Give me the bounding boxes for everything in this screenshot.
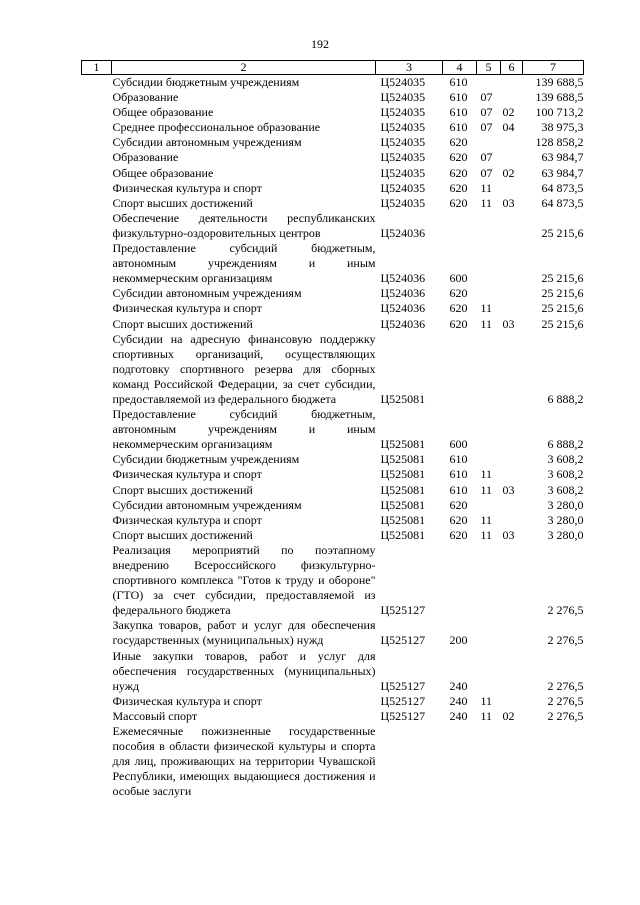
- row-subsection: 04: [502, 120, 515, 135]
- table-row: [82, 467, 584, 482]
- table-row: [82, 618, 584, 648]
- row-name: Среднее профессиональное образование: [112, 120, 321, 135]
- row-name: Спорт высших достижений: [112, 195, 253, 210]
- table-row: [82, 196, 584, 211]
- row-section: 11: [480, 693, 493, 708]
- table-row: [82, 694, 584, 709]
- table-body: [82, 75, 584, 800]
- row-number-cell: [82, 90, 112, 105]
- row-name: Закупка товаров, работ и услуг для обеспечения государственных (муниципальных) нужд: [112, 618, 376, 648]
- row-name: Субсидии бюджетным учреждениям: [112, 452, 300, 467]
- row-number-cell: [82, 286, 112, 301]
- row-amount: 64 873,5: [541, 180, 584, 195]
- row-number-cell: [82, 709, 112, 724]
- row-number-cell: [82, 120, 112, 135]
- table-row: [82, 211, 584, 241]
- row-target-code: Ц525127: [380, 693, 426, 708]
- table-row: [82, 286, 584, 301]
- row-target-code: Ц524035: [380, 135, 426, 150]
- row-expense-type: 610: [449, 120, 468, 135]
- table-row: [82, 543, 584, 618]
- table-row: [82, 407, 584, 452]
- row-number-cell: [82, 241, 112, 286]
- table-row: [82, 513, 584, 528]
- row-subsection: 03: [502, 527, 515, 542]
- row-number-cell: [82, 211, 112, 241]
- row-subsection: [501, 332, 523, 407]
- row-expense-type: [443, 724, 477, 799]
- row-number-cell: [82, 407, 112, 452]
- row-amount: 3 608,2: [547, 482, 584, 497]
- row-name: Иные закупки товаров, работ и услуг для обеспечения государственных (муниципальных) нужд: [112, 648, 376, 693]
- row-section: 07: [480, 150, 493, 165]
- row-expense-type: 610: [449, 75, 468, 89]
- row-expense-type: 620: [449, 316, 468, 331]
- row-number-cell: [82, 543, 112, 618]
- row-section: 07: [480, 165, 493, 180]
- row-subsection: [501, 211, 523, 241]
- row-amount: 25 215,6: [541, 286, 584, 301]
- row-target-code: Ц524035: [380, 120, 426, 135]
- row-target-code: Ц525081: [380, 527, 426, 542]
- row-name: Реализация мероприятий по поэтапному внедрению Всероссийского физкультурно-спортивного комплекса "Готов к труду и обороне" (ГТО) за счет субсидии, предоставляемой из федерального бюджета: [112, 542, 376, 618]
- row-name: Общее образование: [112, 165, 214, 180]
- column-header: 2: [112, 61, 376, 75]
- row-target-code: Ц524035: [380, 105, 426, 120]
- row-subsection: 02: [502, 165, 515, 180]
- row-number-cell: [82, 513, 112, 528]
- row-subsection: [501, 90, 523, 105]
- row-number-cell: [82, 135, 112, 150]
- table-row: [82, 120, 584, 135]
- table-row: [82, 75, 584, 91]
- row-target-code: Ц524035: [380, 195, 426, 210]
- row-number-cell: [82, 181, 112, 196]
- row-amount: 3 608,2: [547, 467, 584, 482]
- row-expense-type: 620: [449, 497, 468, 512]
- row-expense-type: 620: [449, 286, 468, 301]
- row-target-code: [376, 724, 443, 799]
- row-name: Субсидии автономным учреждениям: [112, 135, 302, 150]
- row-expense-type: 620: [449, 527, 468, 542]
- row-number-cell: [82, 452, 112, 467]
- row-section: 11: [480, 527, 493, 542]
- row-section: [477, 452, 501, 467]
- row-subsection: [501, 694, 523, 709]
- row-subsection: [501, 618, 523, 648]
- row-number-cell: [82, 196, 112, 211]
- table-row: [82, 709, 584, 724]
- row-number-cell: [82, 150, 112, 165]
- table-row: [82, 301, 584, 316]
- row-subsection: 02: [502, 105, 515, 120]
- row-amount: 2 276,5: [547, 633, 584, 648]
- row-expense-type: 600: [449, 271, 468, 286]
- row-amount: 139 688,5: [535, 75, 584, 89]
- row-amount: 3 280,0: [547, 527, 584, 542]
- row-amount: 63 984,7: [541, 150, 584, 165]
- row-amount: 38 975,3: [541, 120, 584, 135]
- row-name: Физическая культура и спорт: [112, 180, 262, 195]
- row-amount: 100 713,2: [535, 105, 584, 120]
- row-amount: 3 608,2: [547, 452, 584, 467]
- row-expense-type: 620: [449, 135, 468, 150]
- row-target-code: Ц524036: [380, 225, 426, 240]
- row-amount: 6 888,2: [547, 437, 584, 452]
- row-expense-type: [443, 211, 477, 241]
- row-number-cell: [82, 166, 112, 181]
- row-number-cell: [82, 724, 112, 799]
- row-name: Спорт высших достижений: [112, 482, 253, 497]
- table-row: [82, 332, 584, 407]
- row-subsection: [501, 452, 523, 467]
- row-target-code: Ц524035: [380, 150, 426, 165]
- row-section: 11: [480, 467, 493, 482]
- row-expense-type: [443, 332, 477, 407]
- row-expense-type: 200: [449, 633, 468, 648]
- row-number-cell: [82, 694, 112, 709]
- row-expense-type: 240: [449, 693, 468, 708]
- row-section: [477, 543, 501, 618]
- row-target-code: Ц525081: [380, 497, 426, 512]
- table-row: [82, 181, 584, 196]
- row-section: 11: [480, 180, 493, 195]
- row-amount: 2 276,5: [547, 708, 584, 723]
- row-section: [477, 407, 501, 452]
- column-header: 6: [501, 61, 523, 75]
- row-name: Образование: [112, 150, 179, 165]
- row-section: [477, 618, 501, 648]
- row-number-cell: [82, 317, 112, 332]
- row-section: [477, 286, 501, 301]
- row-section: 07: [480, 120, 493, 135]
- row-target-code: Ц524035: [380, 180, 426, 195]
- column-header: 5: [477, 61, 501, 75]
- row-expense-type: 620: [449, 150, 468, 165]
- row-number-cell: [82, 649, 112, 694]
- row-name: Субсидии автономным учреждениям: [112, 286, 302, 301]
- table-row: [82, 649, 584, 694]
- row-section: 11: [480, 301, 493, 316]
- row-subsection: [501, 75, 523, 91]
- row-section: [477, 724, 501, 799]
- row-name: Физическая культура и спорт: [112, 512, 262, 527]
- row-target-code: Ц525127: [380, 603, 426, 618]
- row-number-cell: [82, 528, 112, 543]
- row-target-code: Ц525081: [380, 512, 426, 527]
- row-amount: 3 280,0: [547, 497, 584, 512]
- row-subsection: [501, 135, 523, 150]
- table-row: [82, 528, 584, 543]
- row-expense-type: 610: [449, 105, 468, 120]
- row-target-code: Ц524036: [380, 286, 426, 301]
- row-name: Спорт высших достижений: [112, 527, 253, 542]
- row-subsection: 03: [502, 482, 515, 497]
- row-name: Субсидии автономным учреждениям: [112, 497, 302, 512]
- table-row: [82, 105, 584, 120]
- table-row: [82, 317, 584, 332]
- row-section: [477, 332, 501, 407]
- row-target-code: Ц524035: [380, 75, 426, 89]
- row-amount: 139 688,5: [535, 90, 584, 105]
- row-name: Субсидии на адресную финансовую поддержку спортивных организаций, осуществляющих подготовку спортивного резерва для сборных команд Российской Федерации, за счет субсидии, предоставляемой из федерального бюджета: [112, 331, 376, 406]
- row-amount: 2 276,5: [547, 678, 584, 693]
- row-name: Физическая культура и спорт: [112, 693, 262, 708]
- column-header: 3: [376, 61, 443, 75]
- table-row: [82, 150, 584, 165]
- row-name: Спорт высших достижений: [112, 316, 253, 331]
- row-expense-type: 620: [449, 195, 468, 210]
- row-amount: 2 276,5: [547, 693, 584, 708]
- row-section: 11: [480, 316, 493, 331]
- row-expense-type: 620: [449, 180, 468, 195]
- page-number: 192: [311, 37, 329, 51]
- row-section: [477, 135, 501, 150]
- row-name: Предоставление субсидий бюджетным, автономным учреждениям и иным некоммерческим организациям: [112, 241, 376, 286]
- row-subsection: [501, 181, 523, 196]
- row-target-code: Ц525127: [380, 708, 426, 723]
- row-name: Общее образование: [112, 105, 214, 120]
- column-header: 4: [443, 61, 477, 75]
- row-target-code: Ц524036: [380, 301, 426, 316]
- row-expense-type: 620: [449, 165, 468, 180]
- row-target-code: Ц525081: [380, 467, 426, 482]
- row-number-cell: [82, 618, 112, 648]
- row-name: Массовый спорт: [112, 708, 198, 723]
- row-expense-type: 620: [449, 512, 468, 527]
- budget-table: [81, 60, 584, 800]
- table-row: [82, 166, 584, 181]
- row-subsection: 03: [502, 316, 515, 331]
- row-name: Ежемесячные пожизненные государственные пособия в области физической культуры и спорта для лиц, проживающих на территории Чувашской Республики, имеющих выдающиеся достижения и особые заслуги: [112, 724, 376, 799]
- row-amount: 25 215,6: [541, 316, 584, 331]
- row-expense-type: 240: [449, 678, 468, 693]
- row-subsection: [501, 498, 523, 513]
- row-name: Предоставление субсидий бюджетным, автономным учреждениям и иным некоммерческим организациям: [112, 407, 376, 452]
- row-number-cell: [82, 483, 112, 498]
- table-row: [82, 498, 584, 513]
- row-amount: 25 215,6: [541, 225, 584, 240]
- row-section: 07: [480, 90, 493, 105]
- row-amount: 2 276,5: [547, 603, 584, 618]
- row-subsection: [501, 467, 523, 482]
- row-number-cell: [82, 467, 112, 482]
- row-subsection: [501, 513, 523, 528]
- column-header: 1: [82, 61, 112, 75]
- row-section: [477, 75, 501, 91]
- row-target-code: Ц524036: [380, 271, 426, 286]
- row-section: 11: [480, 512, 493, 527]
- row-subsection: [501, 649, 523, 694]
- row-section: 11: [480, 195, 493, 210]
- row-amount: 63 984,7: [541, 165, 584, 180]
- row-number-cell: [82, 105, 112, 120]
- row-amount: 64 873,5: [541, 195, 584, 210]
- row-target-code: Ц524035: [380, 165, 426, 180]
- row-section: 07: [480, 105, 493, 120]
- row-name: Образование: [112, 90, 179, 105]
- row-expense-type: 610: [449, 90, 468, 105]
- column-header: 7: [523, 61, 584, 75]
- row-expense-type: 620: [449, 301, 468, 316]
- row-amount: 128 858,2: [535, 135, 584, 150]
- row-subsection: 02: [502, 708, 515, 723]
- row-number-cell: [82, 332, 112, 407]
- table-row: [82, 483, 584, 498]
- row-target-code: Ц524036: [380, 316, 426, 331]
- column-number-row: [82, 61, 584, 75]
- row-subsection: [501, 150, 523, 165]
- row-amount: 25 215,6: [541, 301, 584, 316]
- row-target-code: Ц525081: [380, 391, 426, 406]
- table-row: [82, 90, 584, 105]
- row-expense-type: 610: [449, 452, 468, 467]
- row-subsection: [501, 543, 523, 618]
- table-row: [82, 241, 584, 286]
- row-name: Субсидии бюджетным учреждениям: [112, 75, 300, 89]
- row-number-cell: [82, 75, 112, 91]
- row-name: Физическая культура и спорт: [112, 467, 262, 482]
- row-subsection: [501, 724, 523, 799]
- row-number-cell: [82, 301, 112, 316]
- row-expense-type: [443, 543, 477, 618]
- row-expense-type: 610: [449, 482, 468, 497]
- row-number-cell: [82, 498, 112, 513]
- row-section: [477, 211, 501, 241]
- table-row: [82, 135, 584, 150]
- row-section: [477, 498, 501, 513]
- row-amount: 25 215,6: [541, 271, 584, 286]
- row-target-code: Ц524035: [380, 90, 426, 105]
- row-target-code: Ц525081: [380, 482, 426, 497]
- row-target-code: Ц525081: [380, 437, 426, 452]
- row-subsection: [501, 286, 523, 301]
- row-amount: 3 280,0: [547, 512, 584, 527]
- row-expense-type: 240: [449, 708, 468, 723]
- row-amount: [523, 724, 584, 799]
- row-target-code: Ц525127: [380, 678, 426, 693]
- row-target-code: Ц525081: [380, 452, 426, 467]
- table-row: [82, 724, 584, 799]
- table-row: [82, 452, 584, 467]
- row-subsection: 03: [502, 195, 515, 210]
- row-section: 11: [480, 482, 493, 497]
- row-amount: 6 888,2: [547, 391, 584, 406]
- row-expense-type: 610: [449, 467, 468, 482]
- row-expense-type: 600: [449, 437, 468, 452]
- row-subsection: [501, 407, 523, 452]
- row-target-code: Ц525127: [380, 633, 426, 648]
- row-subsection: [501, 241, 523, 286]
- row-name: Обеспечение деятельности республиканских физкультурно-оздоровительных центров: [112, 210, 376, 240]
- row-subsection: [501, 301, 523, 316]
- row-section: 11: [480, 708, 493, 723]
- table-header: [82, 61, 584, 75]
- row-name: Физическая культура и спорт: [112, 301, 262, 316]
- row-section: [477, 241, 501, 286]
- row-section: [477, 649, 501, 694]
